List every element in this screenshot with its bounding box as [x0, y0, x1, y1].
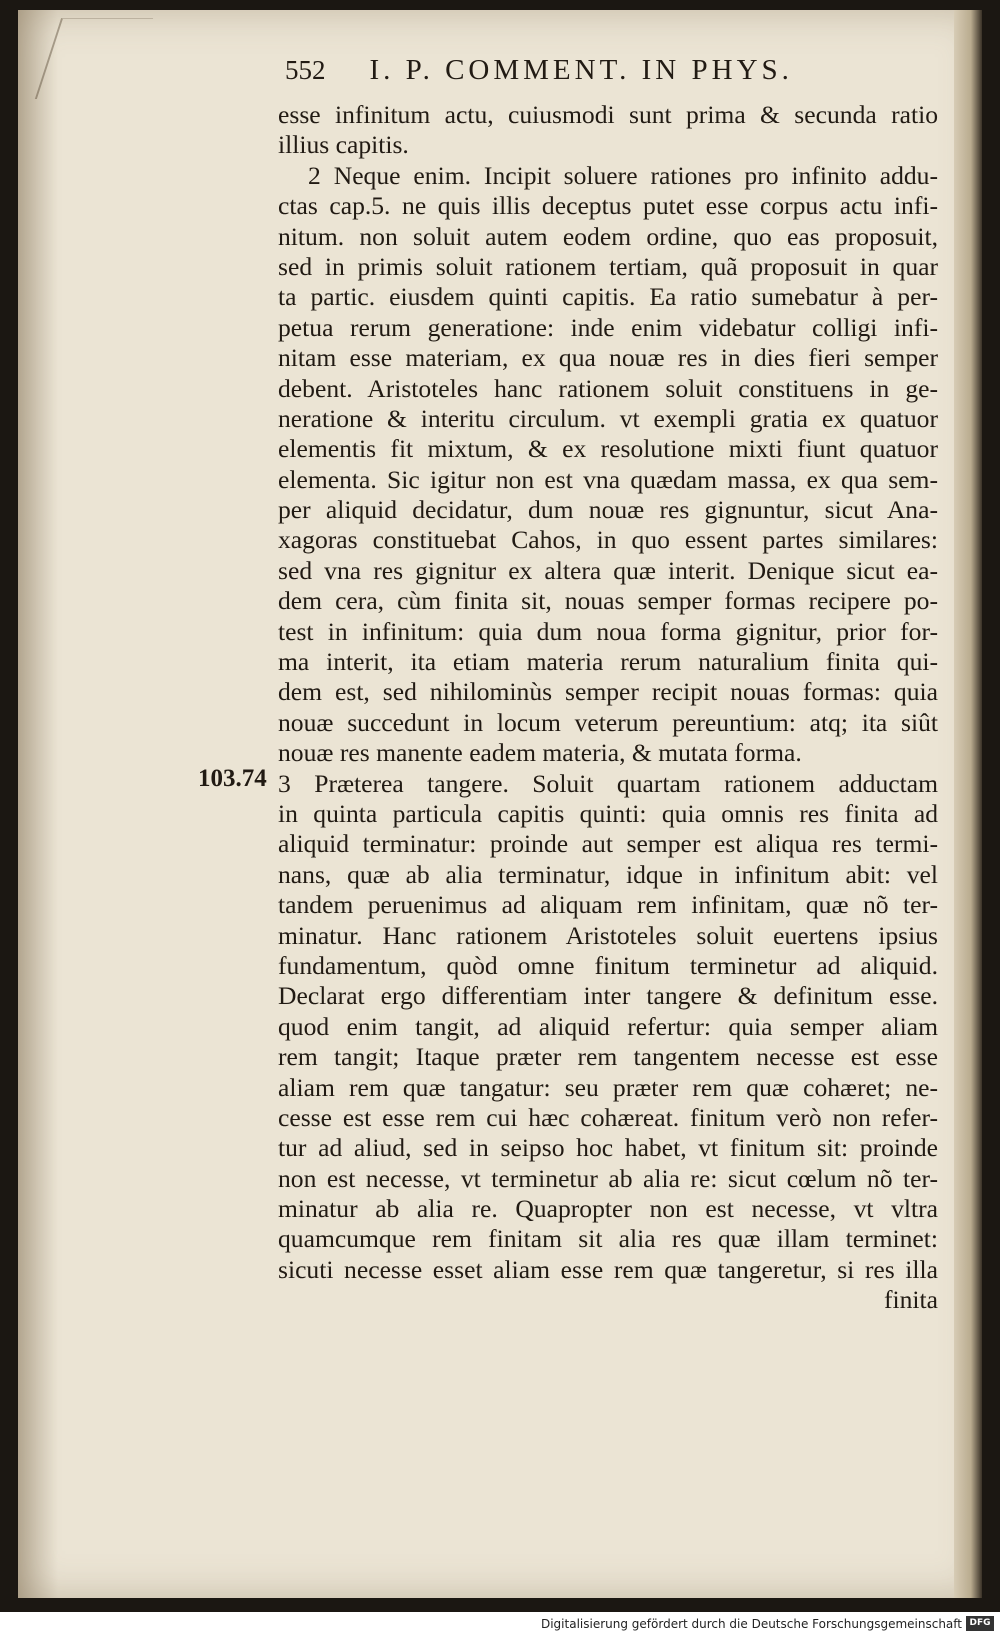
text-line: nouæ res manente eadem materia, & mutata forma. — [278, 738, 802, 768]
text-line: per aliquid decidatur, dum nouæ res gignuntur, sicut Ana- — [278, 495, 938, 525]
text-line: fundamentum, quòd omne finitum terminetur ad aliquid. — [278, 950, 938, 980]
text-line: ma interit, ita etiam materia rerum naturalium finita qui- — [278, 647, 938, 677]
running-title: I. P. COMMENT. IN PHYS. — [369, 54, 793, 86]
text-line: ctas cap.5. ne quis illis deceptus putet esse corpus actu infi- — [278, 191, 938, 221]
funding-credit: Digitalisierung gefördert durch die Deutsche Forschungsgemeinschaft — [540, 1617, 962, 1631]
text-line: aliam rem quæ tangatur: seu præter rem quæ cohæret; ne- — [278, 1072, 938, 1102]
text-line: rem tangit; Itaque præter rem tangentem necesse est esse — [278, 1042, 938, 1072]
text-line: non est necesse, vt terminetur ab alia re: sicut cœlum nõ ter- — [278, 1163, 938, 1193]
text-line: sed in primis soluit rationem tertiam, quã proposuit in quar — [278, 251, 938, 281]
text-line: aliquid terminatur: proinde aut semper est aliqua res termi- — [278, 829, 938, 859]
text-line: 3 Præterea tangere. Soluit quartam rationem adductam — [278, 768, 938, 798]
text-line: neratione & interitu circulum. vt exempli gratia ex quatuor — [278, 403, 938, 433]
body-text — [278, 100, 938, 1316]
text-line: cesse est esse rem cui hæc cohæreat. finitum verò non refer- — [278, 1102, 938, 1132]
text-line: dem cera, cùm finita sit, nouas semper formas recipere po- — [278, 586, 938, 616]
text-line: nitum. non soluit autem eodem ordine, quo eas proposuit, — [278, 221, 938, 251]
catchword: finita — [883, 1285, 938, 1315]
digitization-footer — [0, 1612, 1000, 1638]
text-line: in quinta particula capitis quinti: quia omnis res finita ad — [278, 798, 938, 828]
text-line: minatur. Hanc rationem Aristoteles soluit euertens ipsius — [278, 920, 938, 950]
text-line: esse infinitum actu, cuiusmodi sunt prima & secunda ratio — [278, 100, 938, 129]
text-line: ta partic. eiusdem quinti capitis. Ea ratio sumebatur à per- — [278, 282, 938, 312]
text-line: elementa. Sic igitur non est vna quædam massa, ex qua sem- — [278, 464, 938, 494]
text-line: petua rerum generatione: inde enim videbatur colligi infi- — [278, 312, 938, 342]
text-line: quamcumque rem finitam sit alia res quæ illam terminet: — [278, 1224, 938, 1254]
gutter-shadow — [18, 10, 58, 1598]
text-line: nitam esse materiam, ex qua nouæ res in dies fieri semper — [278, 343, 938, 373]
text-line: sed vna res gignitur ex altera quæ interit. Denique sicut ea- — [278, 555, 938, 585]
text-line: tur ad aliud, sed in seipso hoc habet, vt finitum sit: proinde — [278, 1133, 938, 1163]
text-line: Declarat ergo differentiam inter tangere & definitum esse. — [278, 981, 938, 1011]
text-line: minatur ab alia re. Quapropter non est necesse, vt vltra — [278, 1194, 938, 1224]
text-line: xagoras constituebat Cahos, in quo essent partes similares: — [278, 525, 938, 555]
text-line: nans, quæ ab alia terminatur, idque in infinitum abit: vel — [278, 859, 938, 889]
text-line: tandem peruenimus ad aliquam rem infinitam, quæ nõ ter- — [278, 890, 938, 920]
text-line: quod enim tangit, ad aliquid refertur: quia semper aliam — [278, 1011, 938, 1041]
text-line: 2 Neque enim. Incipit soluere rationes pro infinito addu- — [308, 160, 938, 190]
text-line: sicuti necesse esset aliam esse rem quæ tangeretur, si res illa — [278, 1254, 938, 1284]
margin-reference: 103.74 — [198, 765, 267, 792]
running-head — [285, 54, 905, 94]
dfg-logo: DFG — [966, 1616, 994, 1631]
text-line: illius capitis. — [278, 130, 409, 160]
page-edge — [954, 10, 982, 1598]
text-line: test in infinitum: quia dum noua forma gignitur, prior for- — [278, 616, 938, 646]
text-line: nouæ succedunt in locum veterum pereuntium: atq; ita siût — [278, 707, 938, 737]
text-line: debent. Aristoteles hanc rationem soluit constituens in ge- — [278, 373, 938, 403]
text-line: elementis fit mixtum, & ex resolutione mixti fiunt quatuor — [278, 434, 938, 464]
text-line: dem est, sed nihilominùs semper recipit nouas formas: quia — [278, 677, 938, 707]
page-number: 552 — [285, 55, 326, 85]
